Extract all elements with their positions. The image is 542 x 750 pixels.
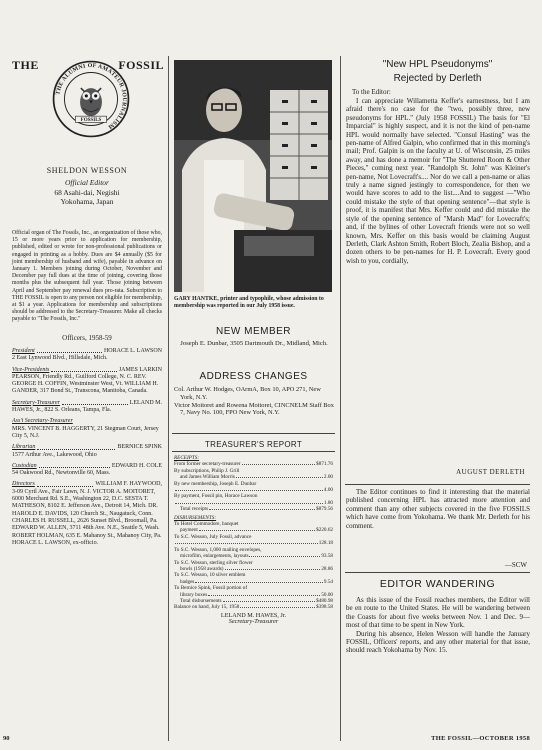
treasurer-rule-top xyxy=(172,433,335,434)
editor-wandering-heading: EDITOR WANDERING xyxy=(379,578,496,590)
disbursement-row: To Bernice Spink, Fossil portion of xyxy=(174,585,248,592)
treasurer-rule-bottom xyxy=(172,451,335,452)
receipt-row: 1.80 xyxy=(174,500,333,506)
svg-text:THE ALUMNI OF AMATEUR JOURNALI: THE ALUMNI OF AMATEUR JOURNALISM xyxy=(55,62,128,130)
divider-rule xyxy=(345,484,530,485)
officer-librarian: Librarian BERNICE SPINK 1577 Arthur Ave., Lakewood, Ohio xyxy=(12,444,162,458)
letter-salutation: To the Editor: xyxy=(352,88,391,96)
disbursement-row: badges 9.54 xyxy=(180,578,333,585)
officer-secretary-treasurer: Secretary-Treasurer LELAND M. HAWES, Jr., 822 S. Orleans, Tampa, Fla. xyxy=(12,399,162,414)
officers-list xyxy=(12,348,162,551)
receipt-row: By new membership, Joseph E. Dunbar xyxy=(174,480,257,487)
disbursement-row: To Hotel Commodore, banquet xyxy=(174,521,239,528)
treasurer-signature: LELAND M. HAWES, Jr. xyxy=(220,611,287,619)
letter-body: I can appreciate Willametta Keffer's earnestness, but I am afraid there's no case for the "two, possibly three, new pseudonyms for HPL." (July 1958 FOSSIL) The basis for "El Imparcial" is highly suspect, and it is not the kind of pen-name HPL would normally have selected. "Consul Hasting" was the pen-name of Alfred Galpin, who confirmed that in this morning's mail; Prof. Galpin is on the faculty at U. of Wisconsin, 25 miles away, and has done a memoir for "The Shuttered Room & Other Pieces," coming next year. "Randolph St. John" was Kleiner's pen-name, Not Lovecraft's.... Nor do we call a pen-name or alias truly a name signed jestingly to correspondence, for then we would have scores to add to the list....And to suggest —"Who could mistake the style of that opening sentence"—that style is proof, it is manifest that Mrs. Keffer could and did mistake the style of the opening sentence of "Marsh Mad" for Lovecraft's; and, if the bylines of other Lovecraft friends were not so well known, Mrs. Keffer on this basis would be claiming August Derleth, Clark Ashton Smith, Robert Bloch, Zealia Bishop, and a dozen others to be pen-names for H. P. Lovecraft. Every good wish to you, cordially, xyxy=(346,97,530,265)
disbursement-row: bowls (1958 awards) 28.86 xyxy=(180,565,333,572)
photo-gary-hantke xyxy=(174,60,332,292)
disbursements-list xyxy=(174,521,333,611)
editor-wandering-paragraph: During his absence, Helen Wesson will handle the January FOSSIL, Officers' reports, and any other material for that issue, should reach Yokohama by Nov. 15. xyxy=(346,629,530,655)
address-changes-list xyxy=(174,386,336,417)
masthead xyxy=(8,54,168,144)
officer-president: President HORACE L. LAWSON 2 East Lynwood Blvd., Hillsdale, Mich. xyxy=(12,348,162,362)
masthead-the: THE xyxy=(12,58,39,72)
disbursement-row: library boxes 50.00 xyxy=(180,591,333,598)
svg-text:FOSSILS: FOSSILS xyxy=(80,117,102,124)
officers-heading: Officers, 1958-59 xyxy=(62,334,112,342)
official-organ-statement: Official organ of The Fossils, Inc., an organization of those who, 15 or more years prior to application for membership, published, edited or wrote for non-professional publications or engaged in printing as a hobby. Dues are $4 annually ($5 for joint membership of husband and wife), payable in advance on January 1. Members joining during October, November and December pay full dues at the time of joining, covering those months plus the subsequent full year. Those joining between April and September pay renewal dues pro-rata. Subscription to THE FOSSIL is open to any person not eligible for membership, at $1 a year. Applications for membership and subscriptions should be addressed to the Secretary-Treasurer. Make all checks payable to "The Fossils, Inc." xyxy=(12,230,162,323)
disbursement-row: To S.C. Wesson, 10 silver emblem xyxy=(174,572,246,579)
receipt-row: By subscriptions, Philip J. Grill xyxy=(174,467,240,474)
disbursement-row: microfilm, enlargements, layouts 93.58 xyxy=(180,553,333,560)
receipt-row: and James William Morris 2.00 xyxy=(180,474,333,481)
officer-asst-secretary: Ass't Secretary-Treasurer MRS. VINCENT B. HAGGERTY, 21 Stegman Court, Jersey City 5, N.J. xyxy=(12,418,159,439)
disbursement-row: To S.C. Wesson, sterling silver flower xyxy=(174,559,253,566)
disbursement-row: To S.C. Wesson, 1,000 mailing envelopes, xyxy=(174,546,262,553)
page-number: 90 xyxy=(3,735,10,742)
disbursement-row: 128.18 xyxy=(174,540,333,546)
letter-heading-line1: "New HPL Pseudonyms" xyxy=(382,59,493,70)
fossils-seal-logo xyxy=(52,60,130,138)
letter-heading-line2: Rejected by Derleth xyxy=(393,73,482,84)
new-member-text: Joseph E. Dunbar, 3505 Dartmouth Dr., Midland, Mich. xyxy=(180,340,328,347)
disbursements-label: DISBURSEMENTS: xyxy=(174,514,217,521)
officer-vice-presidents: Vice-Presidents JAMES LARKIN PEARSON, Friendly Rd., Guilford College, N. C. REV. GEORGE H. COFFIN, Westminster West, Vt. WILLIAM H. GANDER, 317 Bond St., Transcona, Manitoba, Canada. xyxy=(12,366,162,395)
issue-footer: THE FOSSIL—OCTOBER 1958 xyxy=(431,735,530,742)
editor-note-body: The Editor continues to find it interesting that the material published concerning HPL has attracted more attention and comment than any other subjects covered in the five FOSSILS which have come from Yokohama. We thank Mr. Derleth for his comment. xyxy=(346,488,530,530)
photo-caption: GARY HANTKE, printer and typophile, whose admission to membership was reported in our July 1958 issue. xyxy=(174,296,324,309)
treasurer-report xyxy=(174,455,333,626)
balance-row: Balance on hand, July 15, 1958 $398.58 xyxy=(174,604,333,611)
editor-address-line2: Yokohama, Japan xyxy=(60,197,114,206)
editor-title: Official Editor xyxy=(65,178,109,187)
editor-address-line1: 68 Asahi-dai, Negishi xyxy=(54,188,120,197)
receipts-label: RECEIPTS: xyxy=(174,455,200,461)
receipt-row: By payment, Fossil pin, Horace Lawson xyxy=(174,493,258,500)
editor-note-signature: —SCW xyxy=(504,561,527,569)
divider-rule xyxy=(345,572,530,573)
treasurer-report-heading: TREASURER'S REPORT xyxy=(204,440,303,449)
officer-custodian: Custodian EDWARD H. COLE 54 Oakwood Rd., Newtonville 60, Mass. xyxy=(12,462,162,477)
receipt-row: 4.00 xyxy=(174,487,333,493)
disbursement-total-row: Total disbursements $480.98 xyxy=(180,597,333,604)
receipt-row: From former secretary-treasurer $871.76 xyxy=(174,461,333,468)
treasurer-signature-title: Secretary-Treasurer xyxy=(228,618,279,626)
address-changes-heading: ADDRESS CHANGES xyxy=(199,371,308,382)
disbursement-row: To S.C. Wesson, July Fossil, advance xyxy=(174,533,252,540)
editor-wandering-body xyxy=(346,596,530,655)
editor-wandering-paragraph: As this issue of the Fossil reaches members, the Editor will be en route to the United States. He will be wandering between the Coasts for about five weeks between Nov. 1 and Dec. 9—most of that time to be spent in New York. xyxy=(346,596,530,630)
address-change-item: Col. Arthur W. Hodges, OArmA, Box 10, APO 271, New York, N.Y. xyxy=(174,386,321,401)
editor-name: SHELDON WESSON xyxy=(46,166,128,175)
letter-signature: AUGUST DERLETH xyxy=(456,468,525,476)
address-change-item: Victor Moitoret and Rowena Moitoret, CINCNELM Staff Box 7, Navy No. 100, FPO New York, N.Y. xyxy=(174,401,334,417)
officer-directors: Directors WILLIAM F. HAYWOOD, 3-09 Cyril Ave., Fair Lawn, N. J. VICTOR A. MOITORET, 6000 Merchant Rd. S.E., Washington 22, D.C. SESTA T. MATHESON, 8102 E. Jefferson Ave., Detroit 14, Mich. DR. HAROLD E. DAVIDS, 120 Church St., Naugatuck, Conn. CHARLES H. RUSSELL, 2626 Sunset Blvd., Broomall, Pa. EDWARD W. ALLEN, 3711 48th Ave. N.E., Seattle 5, Wash. ROBERT HOLMAN, 635 E. Mahanoy St., Mahanoy City, Pa. HORACE L. LAWSON, ex-officio. xyxy=(12,481,162,546)
receipts-list xyxy=(174,461,333,512)
column-divider-left xyxy=(168,56,169,741)
receipt-total-row: Total receipts $879.56 xyxy=(180,506,333,513)
masthead-fossil: FOSSIL xyxy=(118,58,164,72)
column-divider-right xyxy=(340,56,341,741)
new-member-heading: NEW MEMBER xyxy=(216,326,291,337)
disbursement-row: payment $220.62 xyxy=(180,527,333,534)
